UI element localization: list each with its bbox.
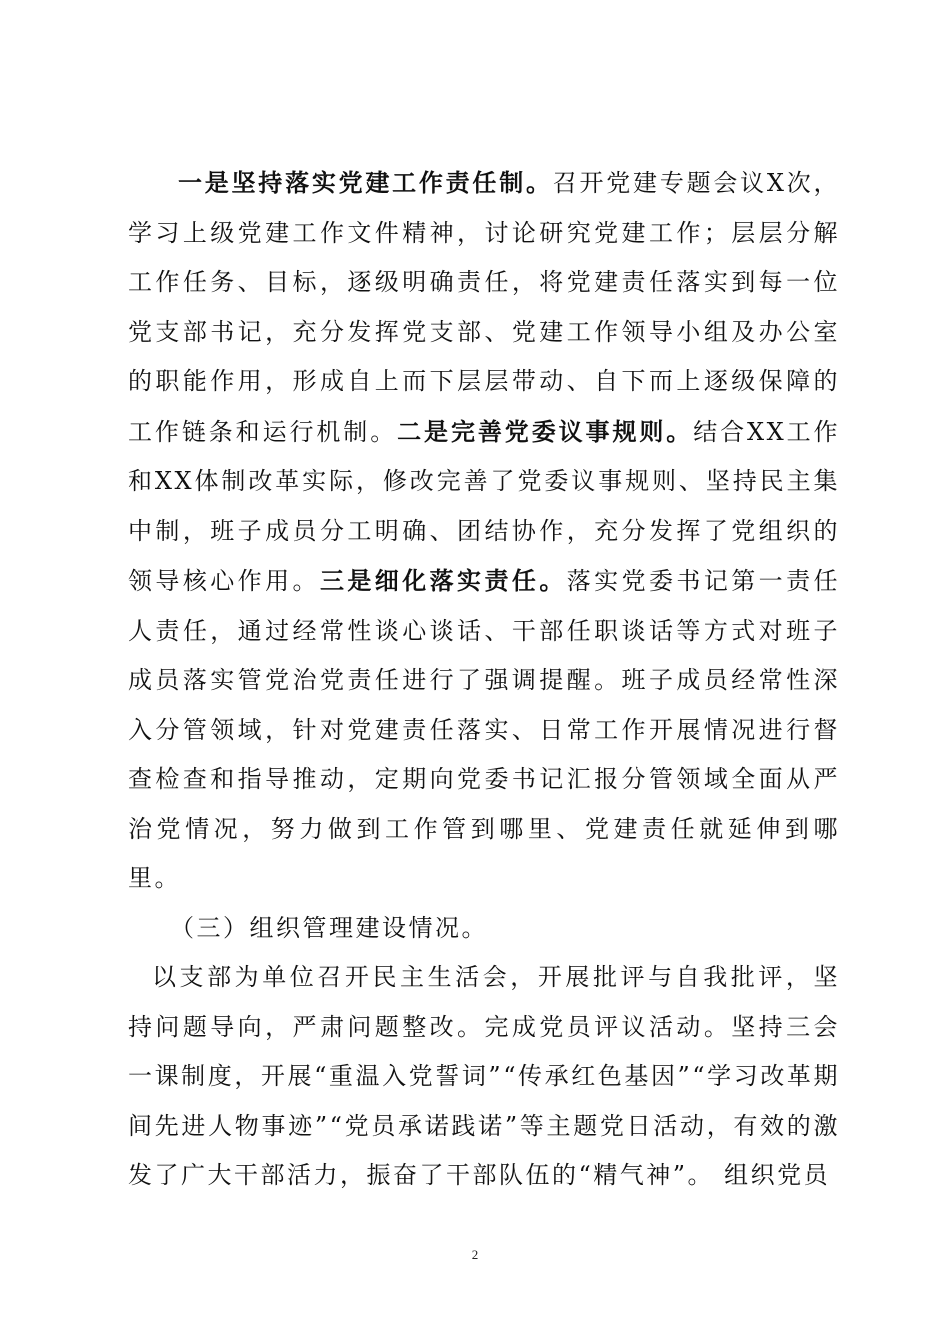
page-number: 2: [471, 1247, 479, 1262]
paragraph-organization-management: 以支部为单位召开民主生活会，开展批评与自我批评，坚持问题导向，严肃问题整改。完成党员评议活动。坚持三会一课制度，开展“重温入党誓词”“传承红色基因”“学习改革期间先进人物事迹”“党员承诺践诺”等主题党日活动，有效的激发了广大干部活力，振奋了干部队伍的“精气神”。 组织党员: [128, 963, 840, 1189]
heading-point-three: 三是细化落实责任。: [319, 566, 567, 595]
heading-point-one: 一是坚持落实党建工作责任制。: [178, 168, 553, 197]
document-body: [128, 158, 840, 1201]
point-one-text: 召开党建专题会议X次，学习上级党建工作文件精神，讨论研究党建工作；层层分解工作任务、目标，逐级明确责任，将党建责任落实到每一位党支部书记，充分发挥党支部、党建工作领导小组及办公室的职能作用，形成自上而下层层带动、自下而上逐级保障的工作链条和运行机制。: [128, 169, 841, 446]
point-two-text: 结合XX工作和XX体制改革实际，修改完善了党委议事规则、坚持民主集中制，班子成员分工明确、团结协作，充分发挥了党组织的领导核心作用。: [128, 417, 841, 595]
heading-point-two: 二是完善党委议事规则。: [397, 416, 694, 446]
point-three-text: 落实党委书记第一责任人责任，通过经常性谈心谈话、干部任职谈话等方式对班子成员落实管党治党责任进行了强调提醒。班子成员经常性深入分管领域，针对党建责任落实、日常工作开展情况进行督查检查和指导推动，定期向党委书记汇报分管领域全面从严治党情况，努力做到工作管到哪里、党建责任就延伸到哪里。: [128, 567, 841, 892]
paragraph-party-building-responsibility: [128, 158, 840, 904]
section-subheading: （三）组织管理建设情况。: [170, 913, 488, 942]
